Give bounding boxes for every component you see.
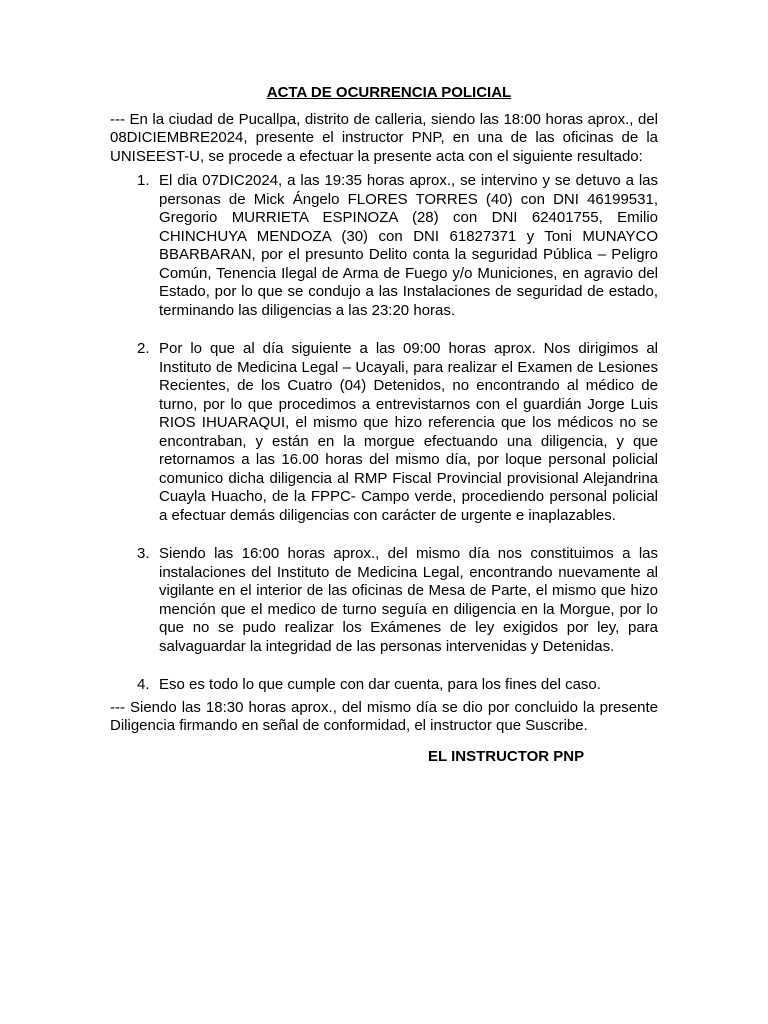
signature-line: EL INSTRUCTOR PNP: [428, 747, 585, 765]
list-item-text: El dia 07DIC2024, a las 19:35 horas aprox., se intervino y se detuvo a las personas de Mick Ángelo FLORES TORRES (40) con DNI 46199531, Gregorio MURRIETA ESPINOZA (28) con DNI 62401755, Emilio CHINCHUYA MENDOZA (30) con DNI 61827371 y Toni MUNAYCO BBARBARAN, por el presunto Delito conta la seguridad Pública – Peligro Común, Tenencia Ilegal de Arma de Fuego y/o Municiones, en agravio del Estado, por lo que se condujo a las Instalaciones de seguridad de estado, terminando las diligencias a las 23:20 horas.: [159, 172, 658, 319]
list-item: [110, 676, 658, 695]
list-item-number: 1.: [137, 172, 150, 189]
list-item: [110, 545, 658, 656]
closing-paragraph: --- Siendo las 18:30 horas aprox., del mismo día se dio por concluido la presente Diligencia firmando en señal de conformidad, el instructor que Suscribe.: [110, 698, 658, 734]
list-item: [110, 172, 658, 320]
list-item: [110, 340, 658, 525]
list-item-text: Eso es todo lo que cumple con dar cuenta, para los fines del caso.: [159, 676, 601, 693]
list-item-text: Siendo las 16:00 horas aprox., del mismo día nos constituimos a las instalaciones del Instituto de Medicina Legal, encontrando nuevamente al vigilante en el interior de las oficinas de Mesa de Parte, el mismo que hizo mención que el medico de turno seguía en diligencia en la Morgue, por lo que no se pudo realizar los Exámenes de ley exigidos por ley, para salvaguardar la integridad de las personas intervenidas y Detenidas.: [159, 545, 658, 655]
list-item-number: 2.: [137, 340, 150, 357]
list-item-text: Por lo que al día siguiente a las 09:00 horas aprox. Nos dirigimos al Instituto de Medicina Legal – Ucayali, para realizar el Examen de Lesiones Recientes, de los Cuatro (04) Detenidos, no encontrando al médico de turno, por lo que procedimos a entrevistarnos con el guardián Jorge Luis RIOS IHUARAQUI, el mismo que hizo referencia que los médicos no se encontraban, y están en la morgue efectuando una diligencia, y que retornamos a las 16.00 horas del mismo día, por loque personal policial comunico dicha diligencia al RMP Fiscal Provincial provisional Alejandrina Cuayla Huacho, de la FPPC- Campo verde, procediendo personal policial a efectuar demás diligencias con carácter de urgente e inaplazables.: [159, 340, 658, 524]
document-page: [110, 84, 658, 766]
numbered-list: [110, 172, 658, 695]
intro-paragraph: --- En la ciudad de Pucallpa, distrito de calleria, siendo las 18:00 horas aprox., del 08DICIEMBRE2024, presente el instructor PNP, en una de las oficinas de la UNISEEST-U, se procede a efectuar la presente acta con el siguiente resultado:: [110, 110, 658, 165]
document-title: ACTA DE OCURRENCIA POLICIAL: [266, 84, 512, 101]
list-item-number: 3.: [137, 545, 150, 562]
list-item-number: 4.: [137, 676, 150, 693]
